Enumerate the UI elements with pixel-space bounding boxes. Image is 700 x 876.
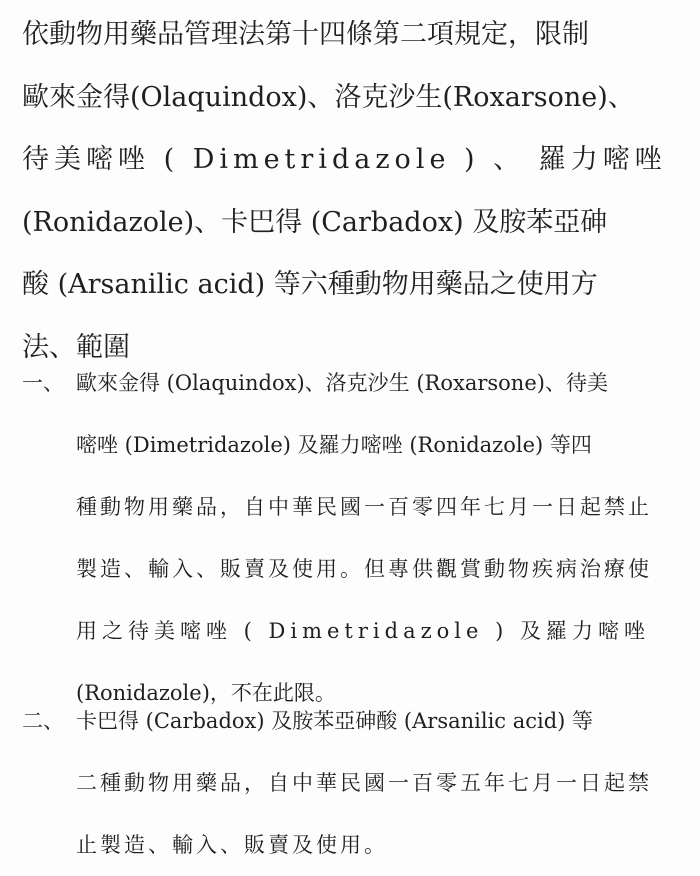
item-two (22, 690, 682, 876)
item-line: (Ronidazole)，不在此限。 (76, 681, 336, 705)
heading-line-1: 依動物用藥品管理法第十四條第二項規定，限制 (22, 19, 589, 50)
item-line: 止製造、輸入、販賣及使用。 (76, 833, 388, 857)
item-number: 二、 (22, 709, 64, 733)
item-line: 製造、輸入、販賣及使用。但專供觀賞動物疾病治療使 (76, 557, 652, 581)
item-line: 用之待美嘧唑 ( Dimetridazole ) 及羅力嘧唑 (76, 619, 650, 643)
item-line: 二種動物用藥品，自中華民國一百零五年七月一日起禁 (76, 771, 652, 795)
heading-line-5: 酸 (Arsanilic acid) 等六種動物用藥品之使用方 (22, 269, 598, 300)
item-number: 一、 (22, 371, 64, 395)
item-line: 卡巴得 (Carbadox) 及胺苯亞砷酸 (Arsanilic acid) 等 (76, 709, 594, 733)
heading-line-2: 歐來金得(Olaquindox)、洛克沙生(Roxarsone)、 (22, 81, 635, 113)
heading-line-4: (Ronidazole)、卡巴得 (Carbadox) 及胺苯亞砷 (22, 206, 608, 238)
heading-line-6: 法、範圍 (22, 331, 130, 363)
item-line: 種動物用藥品，自中華民國一百零四年七月一日起禁止 (76, 495, 652, 519)
item-one (22, 352, 682, 724)
item-line: 嘧唑 (Dimetridazole) 及羅力嘧唑 (Ronidazole) 等四 (76, 433, 592, 457)
heading-line-3: 待美嘧唑 ( Dimetridazole ) 、 羅力嘧唑 (22, 144, 667, 175)
document-heading (22, 4, 684, 379)
item-line: 歐來金得 (Olaquindox)、洛克沙生 (Roxarsone)、待美 (76, 371, 608, 395)
